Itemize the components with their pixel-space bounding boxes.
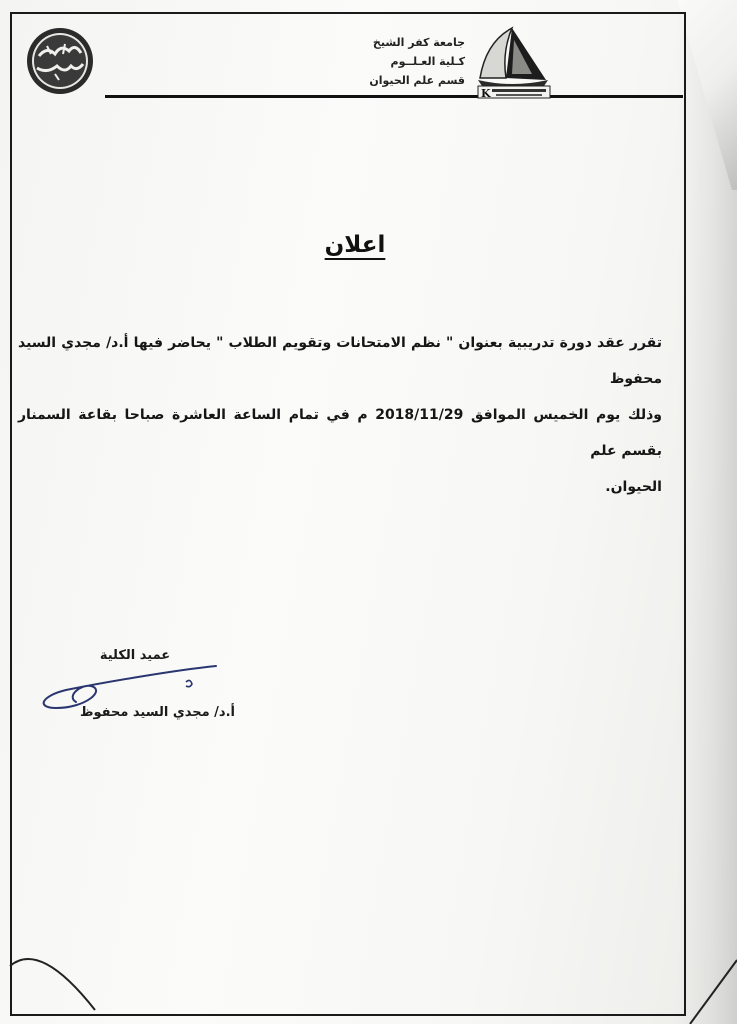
announcement-body (18, 325, 662, 505)
announcement-line: الحيوان. (605, 479, 662, 495)
header-divider (105, 95, 683, 98)
signatory-title: عميد الكلية (99, 648, 171, 663)
institution-header (300, 33, 465, 90)
department-name: قسم علم الحيوان (369, 74, 465, 87)
page-border (10, 12, 686, 1016)
announcement-line: تقرر عقد دورة تدريبية بعنوان " نظم الامتحانات وتقويم الطلاب " يحاضر فيها أ.د/ مجدي السيد محفوظ (18, 335, 662, 387)
announcement-line: وذلك يوم الخميس الموافق 2018/11/29 م في تمام الساعة العاشرة صباحا بقاعة السمنار بقسم علم (18, 407, 663, 459)
university-name: جامعة كفر الشيخ (372, 36, 465, 49)
calligraphy-seal-logo-icon (25, 26, 95, 96)
signatory-name: أ.د/ مجدي السيد محفوظ (79, 705, 235, 720)
page-bottom-edge (0, 940, 737, 1024)
university-sail-logo-icon (472, 22, 552, 100)
announcement-title: اعلان (324, 232, 386, 258)
faculty-name: كـلية العـلــوم (390, 55, 465, 68)
svg-text:K: K (481, 87, 491, 100)
